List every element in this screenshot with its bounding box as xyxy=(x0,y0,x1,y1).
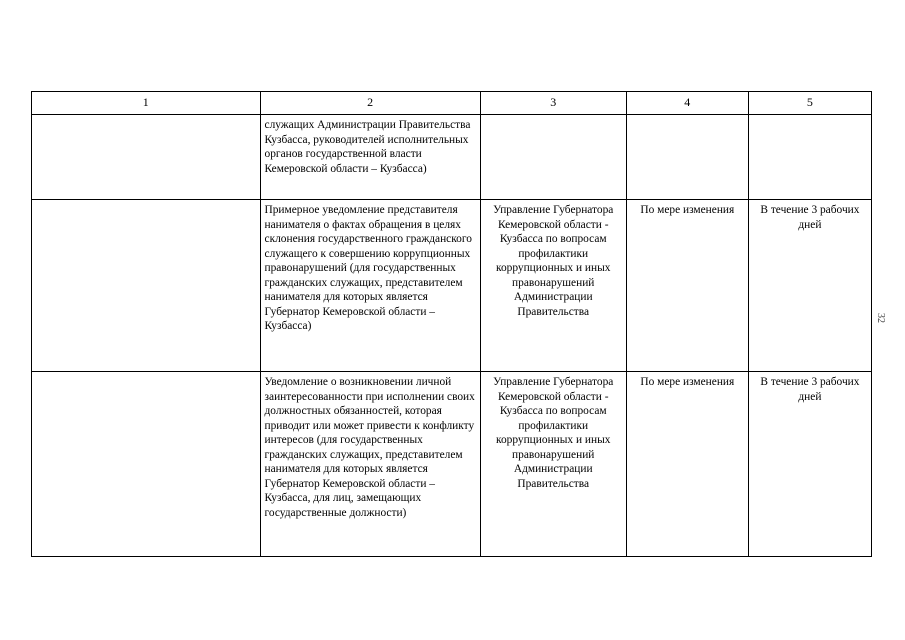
row-cell-responsible xyxy=(480,115,626,200)
document-table xyxy=(31,91,872,557)
table-header xyxy=(32,92,872,115)
row-cell-frequency: По мере изменения xyxy=(626,372,748,557)
row-cell-organ xyxy=(32,115,261,200)
row-cell-deadline: В течение 3 рабочих дней xyxy=(748,200,871,372)
table-row xyxy=(32,200,872,372)
row-cell-responsible: Управление Губернатора Кемеровской области - Кузбасса по вопросам профилактики коррупционных и иных правонарушений Администрации Правительства xyxy=(480,200,626,372)
row-cell-frequency xyxy=(626,115,748,200)
row-cell-document: Примерное уведомление представителя нанимателя о фактах обращения в целях склонения государственного гражданского служащего к совершению коррупционных правонарушений (для государственных гражданских служащих, представителем нанимателя для которых является Губернатор Кемеровской области – Кузбасса) xyxy=(260,200,480,372)
row-cell-responsible: Управление Губернатора Кемеровской области - Кузбасса по вопросам профилактики коррупционных и иных правонарушений Администрации Правительства xyxy=(480,372,626,557)
header-cell-5: 5 xyxy=(748,92,871,115)
row-cell-organ xyxy=(32,372,261,557)
row-cell-document: служащих Администрации Правительства Кузбасса, руководителей исполнительных органов государственной власти Кемеровской области – Кузбасса) xyxy=(260,115,480,200)
row-cell-frequency: По мере изменения xyxy=(626,200,748,372)
header-cell-1: 1 xyxy=(32,92,261,115)
table-body xyxy=(32,115,872,557)
row-cell-document: Уведомление о возникновении личной заинтересованности при исполнении своих должностных обязанностей, которая приводит или может привести к конфликту интересов (для государственных гражданских служащих, представителем нанимателя для которых является Губернатор Кемеровской области – Кузбасса, для лиц, замещающих государственные должности) xyxy=(260,372,480,557)
table-row xyxy=(32,372,872,557)
table-row xyxy=(32,115,872,200)
header-cell-4: 4 xyxy=(626,92,748,115)
header-cell-2: 2 xyxy=(260,92,480,115)
row-cell-organ xyxy=(32,200,261,372)
row-cell-deadline: В течение 3 рабочих дней xyxy=(748,372,871,557)
header-row xyxy=(32,92,872,115)
row-cell-deadline xyxy=(748,115,871,200)
page-number: 32 xyxy=(875,313,886,323)
header-cell-3: 3 xyxy=(480,92,626,115)
